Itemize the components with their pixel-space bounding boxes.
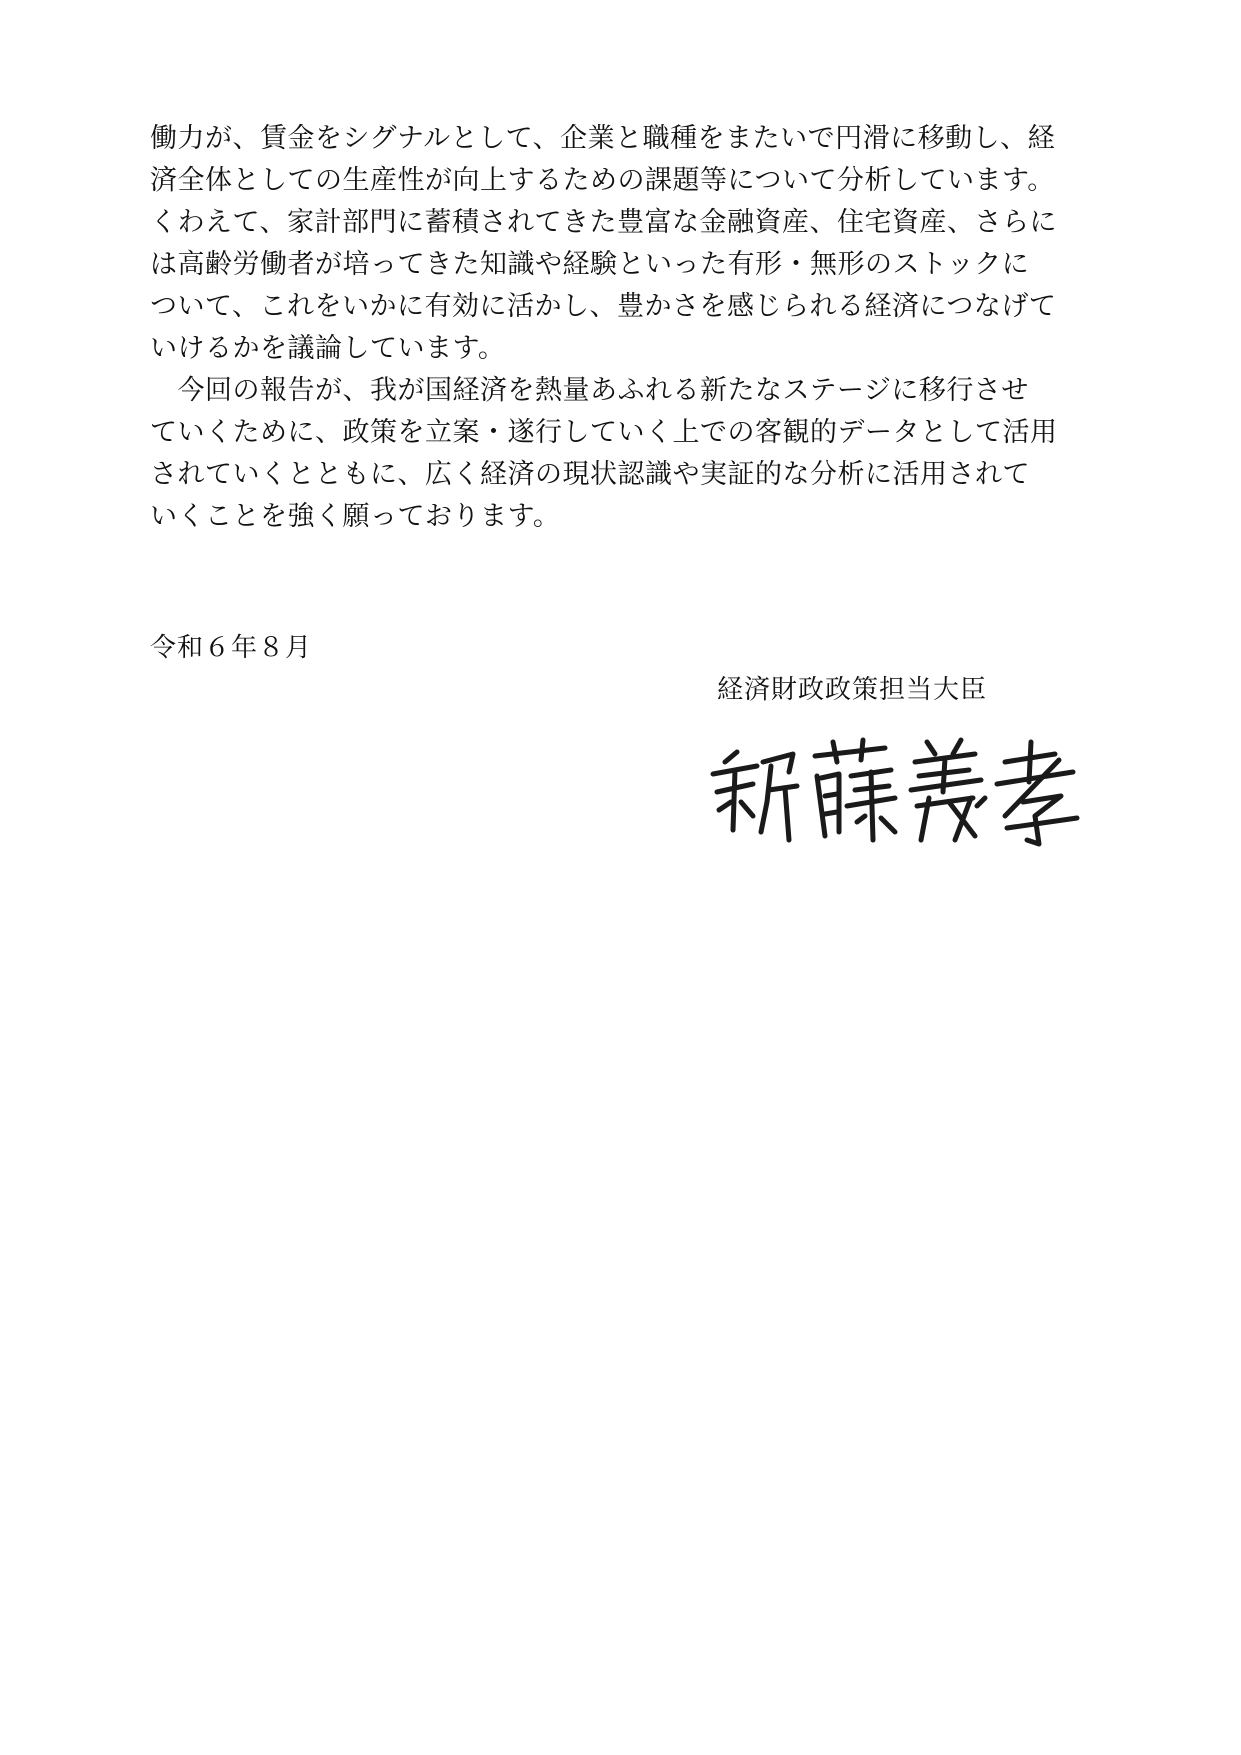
body-line: は高齢労働者が培ってきた知識や経験といった有形・無形のストックに <box>150 249 1030 280</box>
body-line: 働力が、賃金をシグナルとして、企業と職種をまたいで円滑に移動し、経 <box>150 123 1056 154</box>
document-date: 令和６年８月 <box>150 633 313 663</box>
handwritten-signature <box>705 732 1105 852</box>
body-line: ていくために、政策を立案・遂行していく上での客観的データとして活用 <box>150 417 1058 448</box>
body-line: くわえて、家計部門に蓄積されてきた豊富な金融資産、住宅資産、さらに <box>150 207 1057 238</box>
signatory-title: 経済財政政策担当大臣 <box>717 675 988 705</box>
body-line: いけるかを議論しています。 <box>150 333 506 364</box>
body-line: いくことを強く願っております。 <box>150 501 561 532</box>
body-line: 今回の報告が、我が国経済を熱量あふれる新たなステージに移行させ <box>150 375 1029 406</box>
body-line: されていくとともに、広く経済の現状認識や実証的な分析に活用されて <box>150 459 1030 490</box>
body-paragraphs <box>150 118 1110 538</box>
body-line: 済全体としての生産性が向上するための課題等について分析しています。 <box>150 165 1055 196</box>
body-line: ついて、これをいかに有効に活かし、豊かさを感じられる経済につなげて <box>150 291 1057 322</box>
